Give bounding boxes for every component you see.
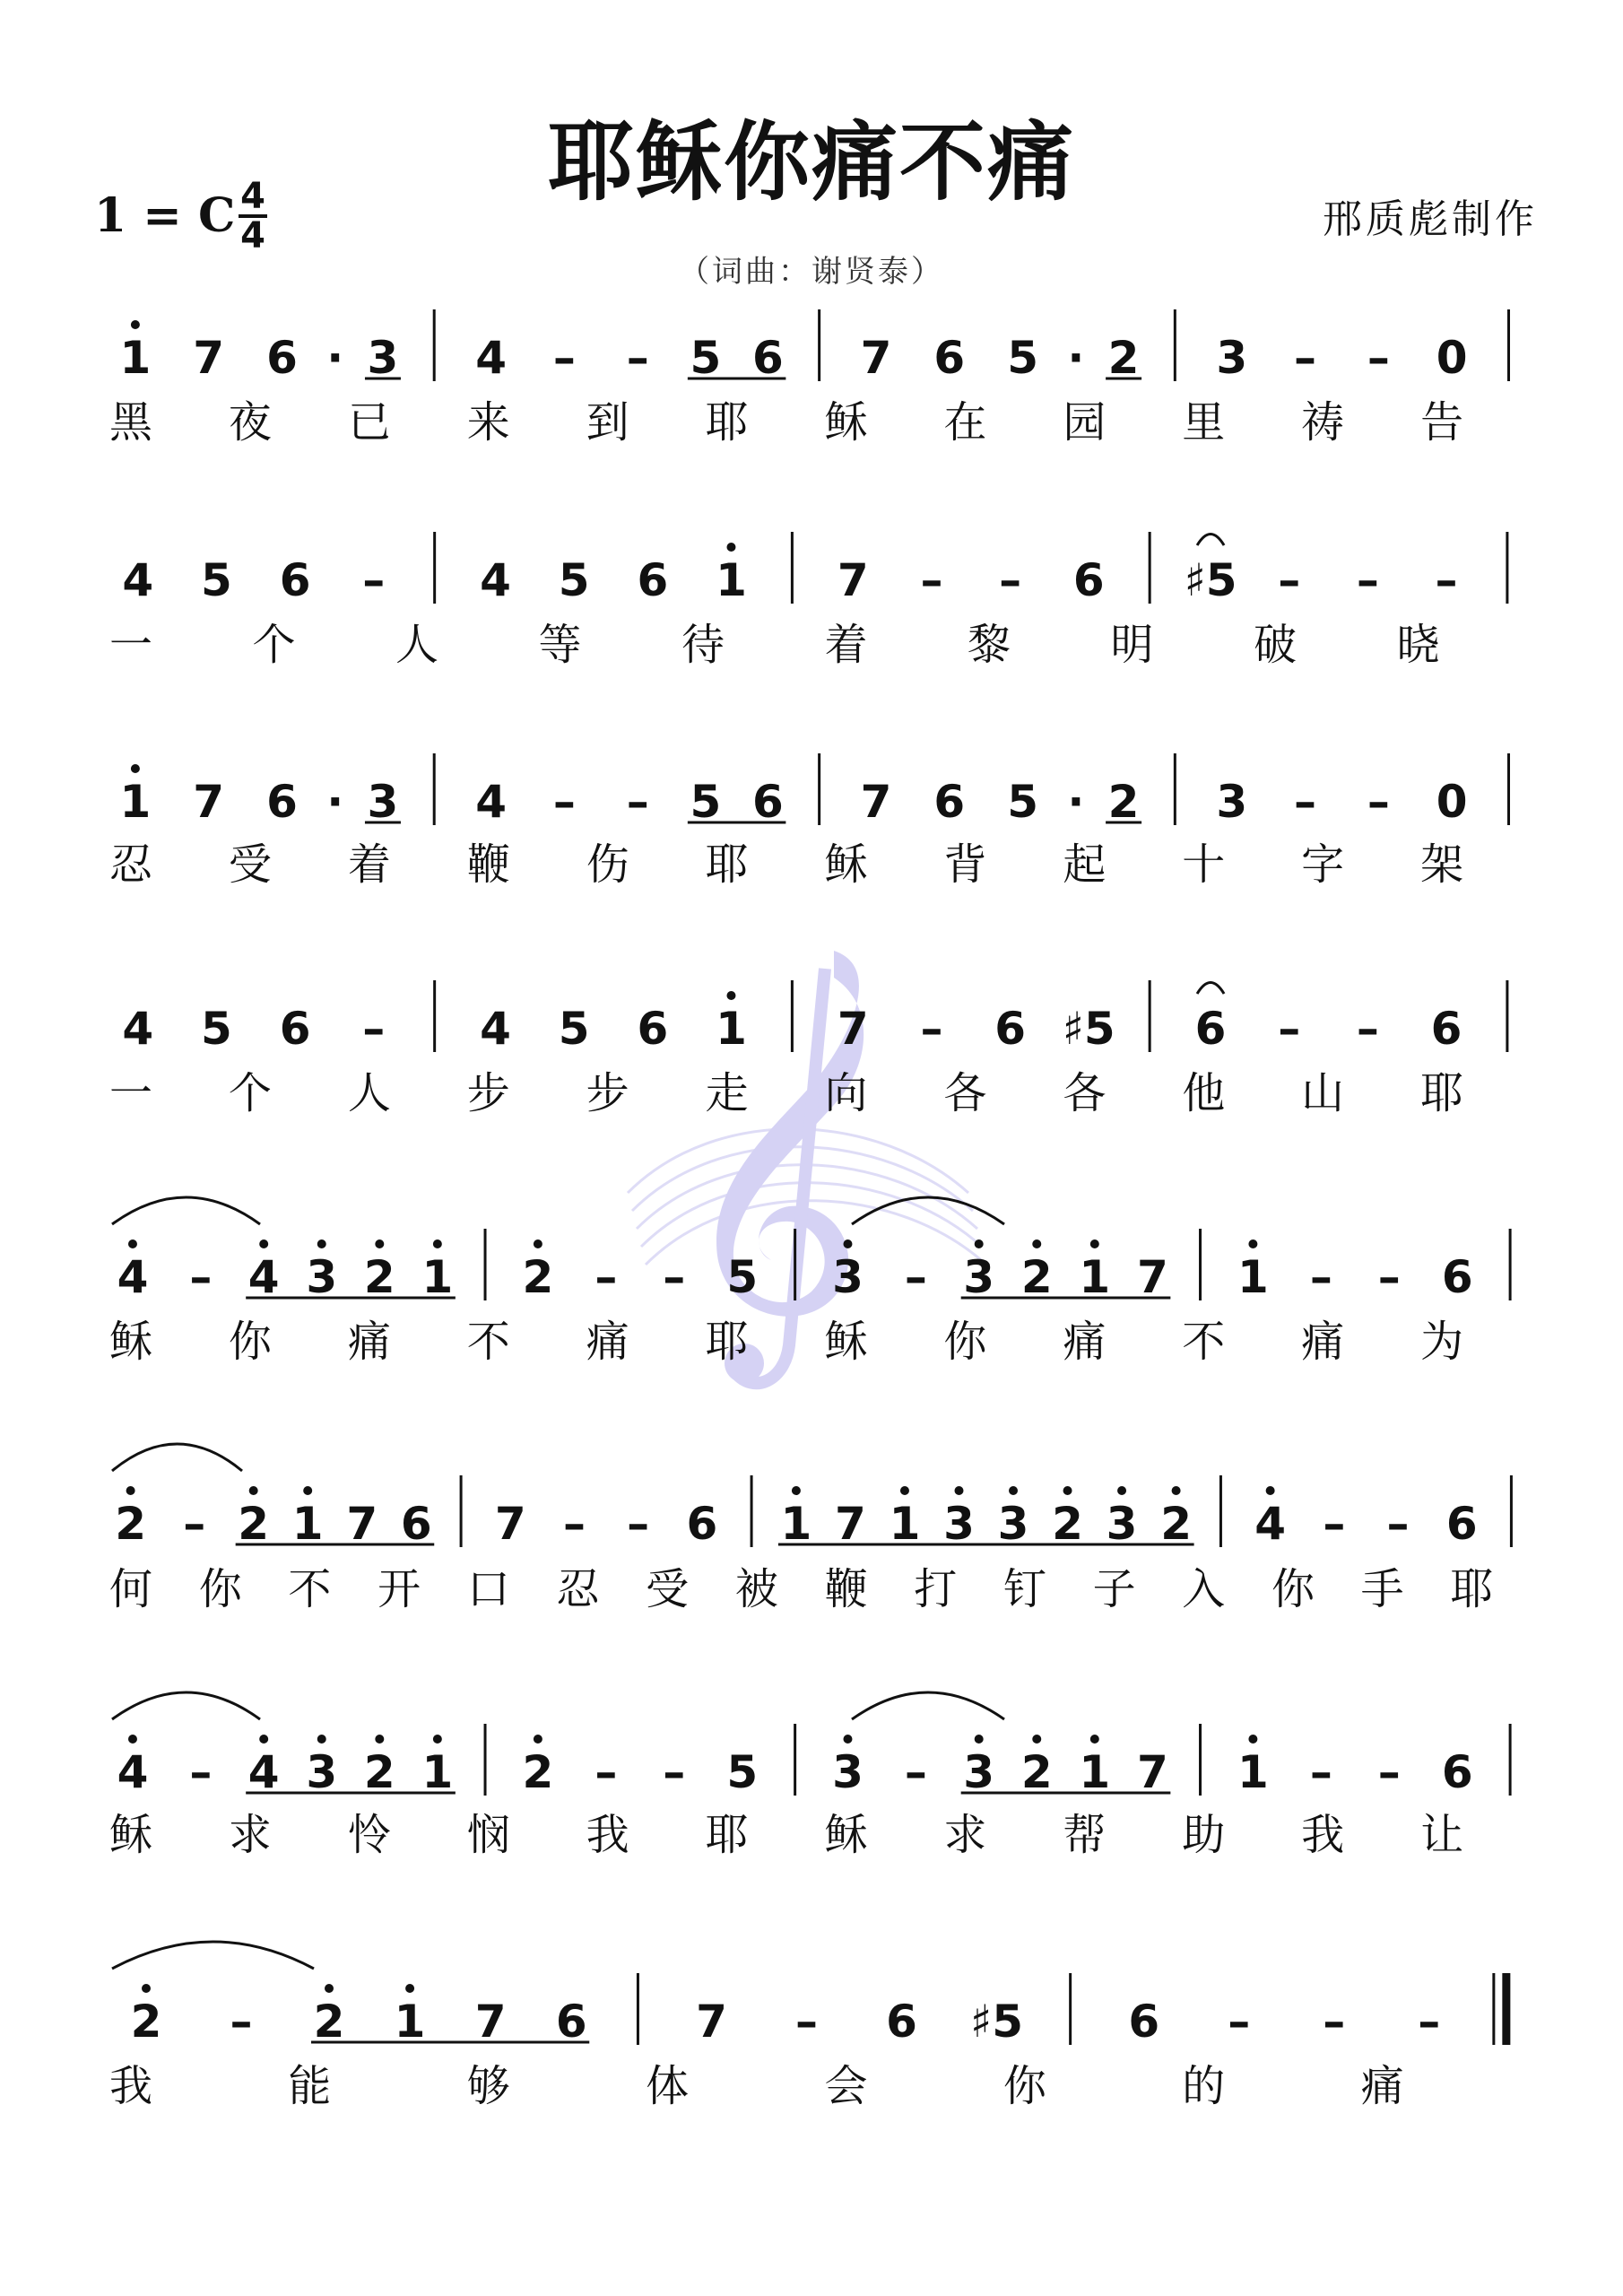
lyric-char: 走 — [705, 1068, 749, 1118]
octave-dot — [900, 1486, 909, 1495]
lyric-char: 耶 — [1420, 1068, 1464, 1118]
note: 6 — [1441, 1746, 1473, 1798]
dash: – — [1377, 1746, 1401, 1798]
lyric-char: 稣 — [109, 1810, 153, 1860]
note: 2 — [1052, 1498, 1083, 1550]
lyric-char: 稣 — [824, 1317, 868, 1367]
lyric-char: 你 — [1271, 1564, 1315, 1614]
lyric-char: 手 — [1360, 1564, 1404, 1614]
octave-dot — [317, 1735, 326, 1744]
dash: – — [1278, 554, 1301, 606]
octave-dot — [726, 543, 735, 552]
lyric-char: 山 — [1301, 1068, 1345, 1118]
note: 7 — [193, 776, 225, 828]
lyric-char: 一 — [109, 620, 153, 670]
arranger-credit: 邢质彪制作 — [1323, 196, 1538, 242]
note: 5 — [558, 1003, 590, 1055]
dash: – — [1386, 1498, 1410, 1550]
lyric-char: 破 — [1254, 620, 1298, 670]
lyric-char: 求 — [228, 1810, 272, 1860]
note: 6 — [555, 1996, 587, 2048]
octave-dot — [726, 991, 735, 1000]
dot: · — [1067, 776, 1085, 828]
tie-slur — [112, 1197, 260, 1224]
lyric-char: 祷 — [1301, 397, 1345, 448]
lyric-char: 明 — [1110, 620, 1154, 670]
lyric-char: 打 — [914, 1564, 958, 1614]
note: 6 — [1194, 1003, 1227, 1055]
lyric-char: 会 — [824, 2061, 868, 2111]
dash: – — [189, 1746, 213, 1798]
note: 4 — [480, 554, 511, 606]
lyric-char: 耶 — [705, 1810, 749, 1860]
note: 5 — [558, 554, 590, 606]
dash: – — [1323, 1996, 1346, 2048]
note: 6 — [1072, 554, 1105, 606]
octave-dot — [1117, 1486, 1126, 1495]
note: 2 — [313, 1996, 345, 2048]
note: 5 — [1007, 332, 1039, 384]
lyric-char: 等 — [538, 620, 582, 670]
lyric-char: 稣 — [824, 1810, 868, 1860]
lyric-char: 入 — [1182, 1564, 1226, 1614]
note: 6 — [1128, 1996, 1160, 2048]
dash: – — [552, 332, 576, 384]
dash: – — [1309, 1746, 1332, 1798]
note: 4 — [247, 1746, 280, 1798]
lyric-char: 步 — [586, 1068, 629, 1118]
dash: – — [1418, 1996, 1441, 2048]
note: 2 — [1160, 1498, 1192, 1550]
lyric-char: 各 — [943, 1068, 987, 1118]
note: 5 — [726, 1746, 759, 1798]
note: 4 — [480, 1003, 511, 1055]
note: 4 — [117, 1251, 149, 1303]
lyric-char: 告 — [1420, 397, 1464, 448]
note: 6 — [400, 1498, 432, 1550]
octave-dot — [128, 1239, 137, 1248]
note: 0 — [1436, 332, 1468, 384]
key-signature: 1 = C — [94, 188, 236, 243]
dash: – — [1377, 1251, 1401, 1303]
note: 1 — [291, 1498, 324, 1550]
note: 3 — [832, 1251, 864, 1303]
dash: – — [1294, 776, 1317, 828]
octave-dot — [405, 1984, 414, 1993]
note: 7 — [835, 1498, 866, 1550]
lyric-char: 钉 — [1002, 1564, 1046, 1614]
note: 5 — [1007, 776, 1039, 828]
octave-dot — [843, 1735, 852, 1744]
note: 2 — [522, 1251, 554, 1303]
octave-dot — [317, 1239, 326, 1248]
tie-slur — [112, 1942, 314, 1969]
lyric-char: 步 — [466, 1068, 510, 1118]
lyric-char: 我 — [1301, 1810, 1345, 1860]
note: 2 — [363, 1746, 395, 1798]
note: 1 — [1079, 1746, 1111, 1798]
lyric-char: 在 — [943, 397, 987, 448]
octave-dot — [375, 1735, 384, 1744]
note: 7 — [860, 776, 892, 828]
tie-slur — [112, 1444, 242, 1471]
lyric-char: 人 — [395, 620, 439, 670]
dash: – — [1367, 332, 1390, 384]
dash: – — [626, 332, 649, 384]
note: 3 — [1106, 1498, 1138, 1550]
octave-dot — [1090, 1735, 1099, 1744]
lyric-char: 晓 — [1396, 620, 1440, 670]
dash: – — [999, 554, 1022, 606]
time-signature-top: 4 — [240, 176, 265, 217]
note: 6 — [1441, 1251, 1473, 1303]
note: 3 — [306, 1746, 338, 1798]
lyric-char: 求 — [943, 1810, 987, 1860]
lyric-char: 耶 — [705, 397, 749, 448]
dash: – — [183, 1498, 206, 1550]
octave-dot — [303, 1486, 312, 1495]
note: 7 — [494, 1498, 526, 1550]
dash: – — [230, 1996, 253, 2048]
lyric-char: 耶 — [705, 1317, 749, 1367]
lyric-char: 痛 — [1301, 1317, 1345, 1367]
dash: – — [1323, 1498, 1346, 1550]
lyric-char: 着 — [824, 620, 868, 670]
octave-dot — [259, 1735, 268, 1744]
song-title: 耶稣你痛不痛 — [548, 112, 1075, 213]
dash: – — [552, 776, 576, 828]
octave-dot — [1032, 1239, 1041, 1248]
lyric-char: 口 — [466, 1564, 510, 1614]
note: 6 — [279, 554, 311, 606]
octave-dot — [534, 1239, 542, 1248]
note: 6 — [751, 332, 784, 384]
note: 6 — [994, 1003, 1026, 1055]
note: 2 — [1107, 776, 1140, 828]
note: 6 — [686, 1498, 718, 1550]
note: 3 — [1216, 776, 1248, 828]
note: 3 — [943, 1498, 975, 1550]
lyric-char: 背 — [943, 839, 987, 890]
dash: – — [189, 1251, 213, 1303]
lyric-char: 不 — [1182, 1317, 1226, 1367]
note: 2 — [130, 1996, 162, 2048]
lyric-char: 受 — [228, 839, 272, 890]
lyric-char: 黑 — [109, 397, 153, 448]
octave-dot — [375, 1239, 384, 1248]
lyric-char: 不 — [288, 1564, 332, 1614]
octave-dot — [142, 1984, 151, 1993]
dash: – — [1367, 776, 1390, 828]
octave-dot — [1266, 1486, 1275, 1495]
lyrics-music-credit: （词曲：谢贤泰） — [679, 254, 944, 290]
note: ♯5 — [1062, 1003, 1115, 1055]
note: 1 — [716, 554, 747, 606]
octave-dot — [126, 1486, 135, 1495]
lyric-char: 怜 — [347, 1810, 391, 1860]
dash: – — [362, 1003, 386, 1055]
note: 6 — [1430, 1003, 1462, 1055]
dash: – — [920, 1003, 943, 1055]
note: 1 — [1237, 1251, 1269, 1303]
lyric-char: 个 — [228, 1068, 272, 1118]
fermata — [1197, 983, 1224, 995]
lyric-char: 十 — [1182, 839, 1226, 890]
octave-dot — [433, 1239, 442, 1248]
octave-dot — [534, 1735, 542, 1744]
note: 1 — [780, 1498, 812, 1550]
lyric-char: 何 — [109, 1564, 153, 1614]
note: 0 — [1436, 776, 1468, 828]
note: 7 — [837, 554, 869, 606]
note: 5 — [726, 1251, 759, 1303]
note: ♯5 — [1184, 554, 1237, 606]
lyric-char: 起 — [1063, 839, 1107, 890]
octave-dot — [1172, 1486, 1181, 1495]
lyric-char: 稣 — [824, 397, 868, 448]
lyric-char: 够 — [466, 2061, 510, 2111]
lyric-char: 能 — [288, 2061, 332, 2111]
note: 4 — [247, 1251, 280, 1303]
note: 6 — [637, 1003, 669, 1055]
octave-dot — [1248, 1239, 1257, 1248]
lyric-char: 鞭 — [824, 1564, 868, 1614]
dot: · — [326, 776, 344, 828]
note: 3 — [367, 332, 399, 384]
lyric-char: 你 — [198, 1564, 242, 1614]
note: 5 — [690, 776, 722, 828]
lyric-char: 忍 — [109, 839, 153, 890]
dash: – — [920, 554, 943, 606]
lyric-char: 已 — [347, 397, 391, 448]
lyric-char: 痛 — [586, 1317, 629, 1367]
octave-dot — [843, 1239, 852, 1248]
octave-dot — [433, 1735, 442, 1744]
octave-dot — [249, 1486, 258, 1495]
note: 3 — [367, 776, 399, 828]
dash: – — [595, 1746, 618, 1798]
octave-dot — [954, 1486, 963, 1495]
lyric-char: 体 — [646, 2061, 690, 2111]
note: 3 — [963, 1251, 995, 1303]
note: 4 — [475, 776, 508, 828]
dash: – — [595, 1251, 618, 1303]
lyric-char: 稣 — [824, 839, 868, 890]
dash: – — [795, 1996, 819, 2048]
octave-dot — [1063, 1486, 1072, 1495]
lyric-char: 园 — [1063, 397, 1107, 448]
lyric-char: 人 — [347, 1068, 391, 1118]
octave-dot — [792, 1486, 801, 1495]
note: 4 — [122, 1003, 154, 1055]
lyric-char: 让 — [1420, 1810, 1464, 1860]
octave-dot — [975, 1735, 984, 1744]
lyric-char: 夜 — [228, 397, 272, 448]
note: 5 — [201, 1003, 232, 1055]
note: 7 — [1136, 1746, 1168, 1798]
lyric-char: 里 — [1182, 397, 1226, 448]
dash: – — [904, 1746, 927, 1798]
time-signature-bottom: 4 — [240, 215, 265, 257]
dash: – — [1435, 554, 1458, 606]
dot: · — [326, 332, 344, 384]
lyric-char: 为 — [1420, 1317, 1464, 1367]
dot: · — [1067, 332, 1085, 384]
dash: – — [627, 1498, 650, 1550]
note: 6 — [933, 776, 966, 828]
note: 4 — [117, 1746, 149, 1798]
lyric-char: 到 — [586, 397, 629, 448]
note: 7 — [1136, 1251, 1168, 1303]
note: 1 — [1079, 1251, 1111, 1303]
octave-dot — [1009, 1486, 1018, 1495]
tie-slur — [852, 1692, 1004, 1719]
lyric-char: 悯 — [466, 1810, 510, 1860]
lyric-char: 架 — [1420, 839, 1464, 890]
note: 1 — [119, 332, 152, 384]
lyric-char: 来 — [466, 397, 510, 448]
fermata — [1197, 535, 1224, 546]
note: 3 — [306, 1251, 338, 1303]
dash: – — [1356, 1003, 1379, 1055]
note: 6 — [933, 332, 966, 384]
note: 2 — [363, 1251, 395, 1303]
dash: – — [1228, 1996, 1251, 2048]
lyric-char: 耶 — [1450, 1564, 1494, 1614]
note: 3 — [997, 1498, 1029, 1550]
note: ♯5 — [970, 1996, 1024, 2048]
lyric-char: 各 — [1063, 1068, 1107, 1118]
lyric-char: 子 — [1092, 1564, 1136, 1614]
lyric-char: 痛 — [347, 1317, 391, 1367]
dash: – — [562, 1498, 586, 1550]
lyric-char: 着 — [347, 839, 391, 890]
note: 3 — [832, 1746, 864, 1798]
lyric-char: 黎 — [968, 620, 1011, 670]
note: 7 — [346, 1498, 378, 1550]
lyric-char: 痛 — [1360, 2061, 1404, 2111]
dash: – — [362, 554, 386, 606]
dash: – — [663, 1251, 686, 1303]
note: 1 — [394, 1996, 426, 2048]
note: 7 — [837, 1003, 869, 1055]
note: 6 — [279, 1003, 311, 1055]
note: 6 — [637, 554, 669, 606]
note: 5 — [201, 554, 232, 606]
note: 7 — [696, 1996, 727, 2048]
lyric-char: 鞭 — [466, 839, 510, 890]
dash: – — [663, 1746, 686, 1798]
lyric-char: 他 — [1182, 1068, 1226, 1118]
note: 4 — [122, 554, 154, 606]
dash: – — [904, 1251, 927, 1303]
lyric-char: 伤 — [586, 839, 629, 890]
note: 1 — [1237, 1746, 1269, 1798]
lyric-char: 耶 — [705, 839, 749, 890]
note: 2 — [238, 1498, 270, 1550]
lyric-char: 受 — [646, 1564, 690, 1614]
octave-dot — [131, 764, 140, 773]
lyric-char: 你 — [943, 1317, 987, 1367]
lyric-char: 帮 — [1063, 1810, 1107, 1860]
note: 2 — [1107, 332, 1140, 384]
note: 2 — [115, 1498, 147, 1550]
note: 2 — [522, 1746, 554, 1798]
lyric-char: 助 — [1182, 1810, 1226, 1860]
note: 7 — [193, 332, 225, 384]
octave-dot — [1032, 1735, 1041, 1744]
octave-dot — [259, 1239, 268, 1248]
note: 1 — [119, 776, 152, 828]
note: 6 — [266, 332, 298, 384]
lyric-char: 痛 — [1063, 1317, 1107, 1367]
lyric-char: 你 — [228, 1317, 272, 1367]
lyric-char: 个 — [252, 620, 296, 670]
note: 4 — [475, 332, 508, 384]
octave-dot — [131, 320, 140, 329]
note: 2 — [1020, 1746, 1053, 1798]
note: 6 — [751, 776, 784, 828]
note: 4 — [1254, 1498, 1287, 1550]
dash: – — [1309, 1251, 1332, 1303]
lyric-char: 稣 — [109, 1317, 153, 1367]
note: 3 — [963, 1746, 995, 1798]
lyric-char: 待 — [681, 620, 725, 670]
note: 1 — [889, 1498, 921, 1550]
note: 2 — [1020, 1251, 1053, 1303]
note: 1 — [421, 1746, 454, 1798]
lyric-char: 一 — [109, 1068, 153, 1118]
note: 6 — [266, 776, 298, 828]
octave-dot — [975, 1239, 984, 1248]
octave-dot — [1248, 1735, 1257, 1744]
lyric-char: 我 — [586, 1810, 629, 1860]
lyric-char: 你 — [1002, 2061, 1046, 2111]
lyric-char: 被 — [734, 1564, 778, 1614]
note: 7 — [474, 1996, 507, 2048]
lyric-char: 我 — [109, 2061, 153, 2111]
note: 5 — [690, 332, 722, 384]
tie-slur — [112, 1692, 260, 1719]
lyric-char: 开 — [378, 1564, 421, 1614]
dash: – — [1294, 332, 1317, 384]
lyric-char: 向 — [824, 1068, 868, 1118]
note: 6 — [1445, 1498, 1478, 1550]
dash: – — [626, 776, 649, 828]
lyric-char: 不 — [466, 1317, 510, 1367]
octave-dot — [1090, 1239, 1099, 1248]
dash: – — [1278, 1003, 1301, 1055]
note: 6 — [886, 1996, 917, 2048]
lyric-char: 忍 — [556, 1564, 600, 1614]
octave-dot — [325, 1984, 334, 1993]
lyric-char: 字 — [1301, 839, 1345, 890]
note: 1 — [716, 1003, 747, 1055]
dash: – — [1356, 554, 1379, 606]
octave-dot — [128, 1735, 137, 1744]
lyric-char: 的 — [1182, 2061, 1226, 2111]
note: 3 — [1216, 332, 1248, 384]
note: 7 — [860, 332, 892, 384]
note: 1 — [421, 1251, 454, 1303]
